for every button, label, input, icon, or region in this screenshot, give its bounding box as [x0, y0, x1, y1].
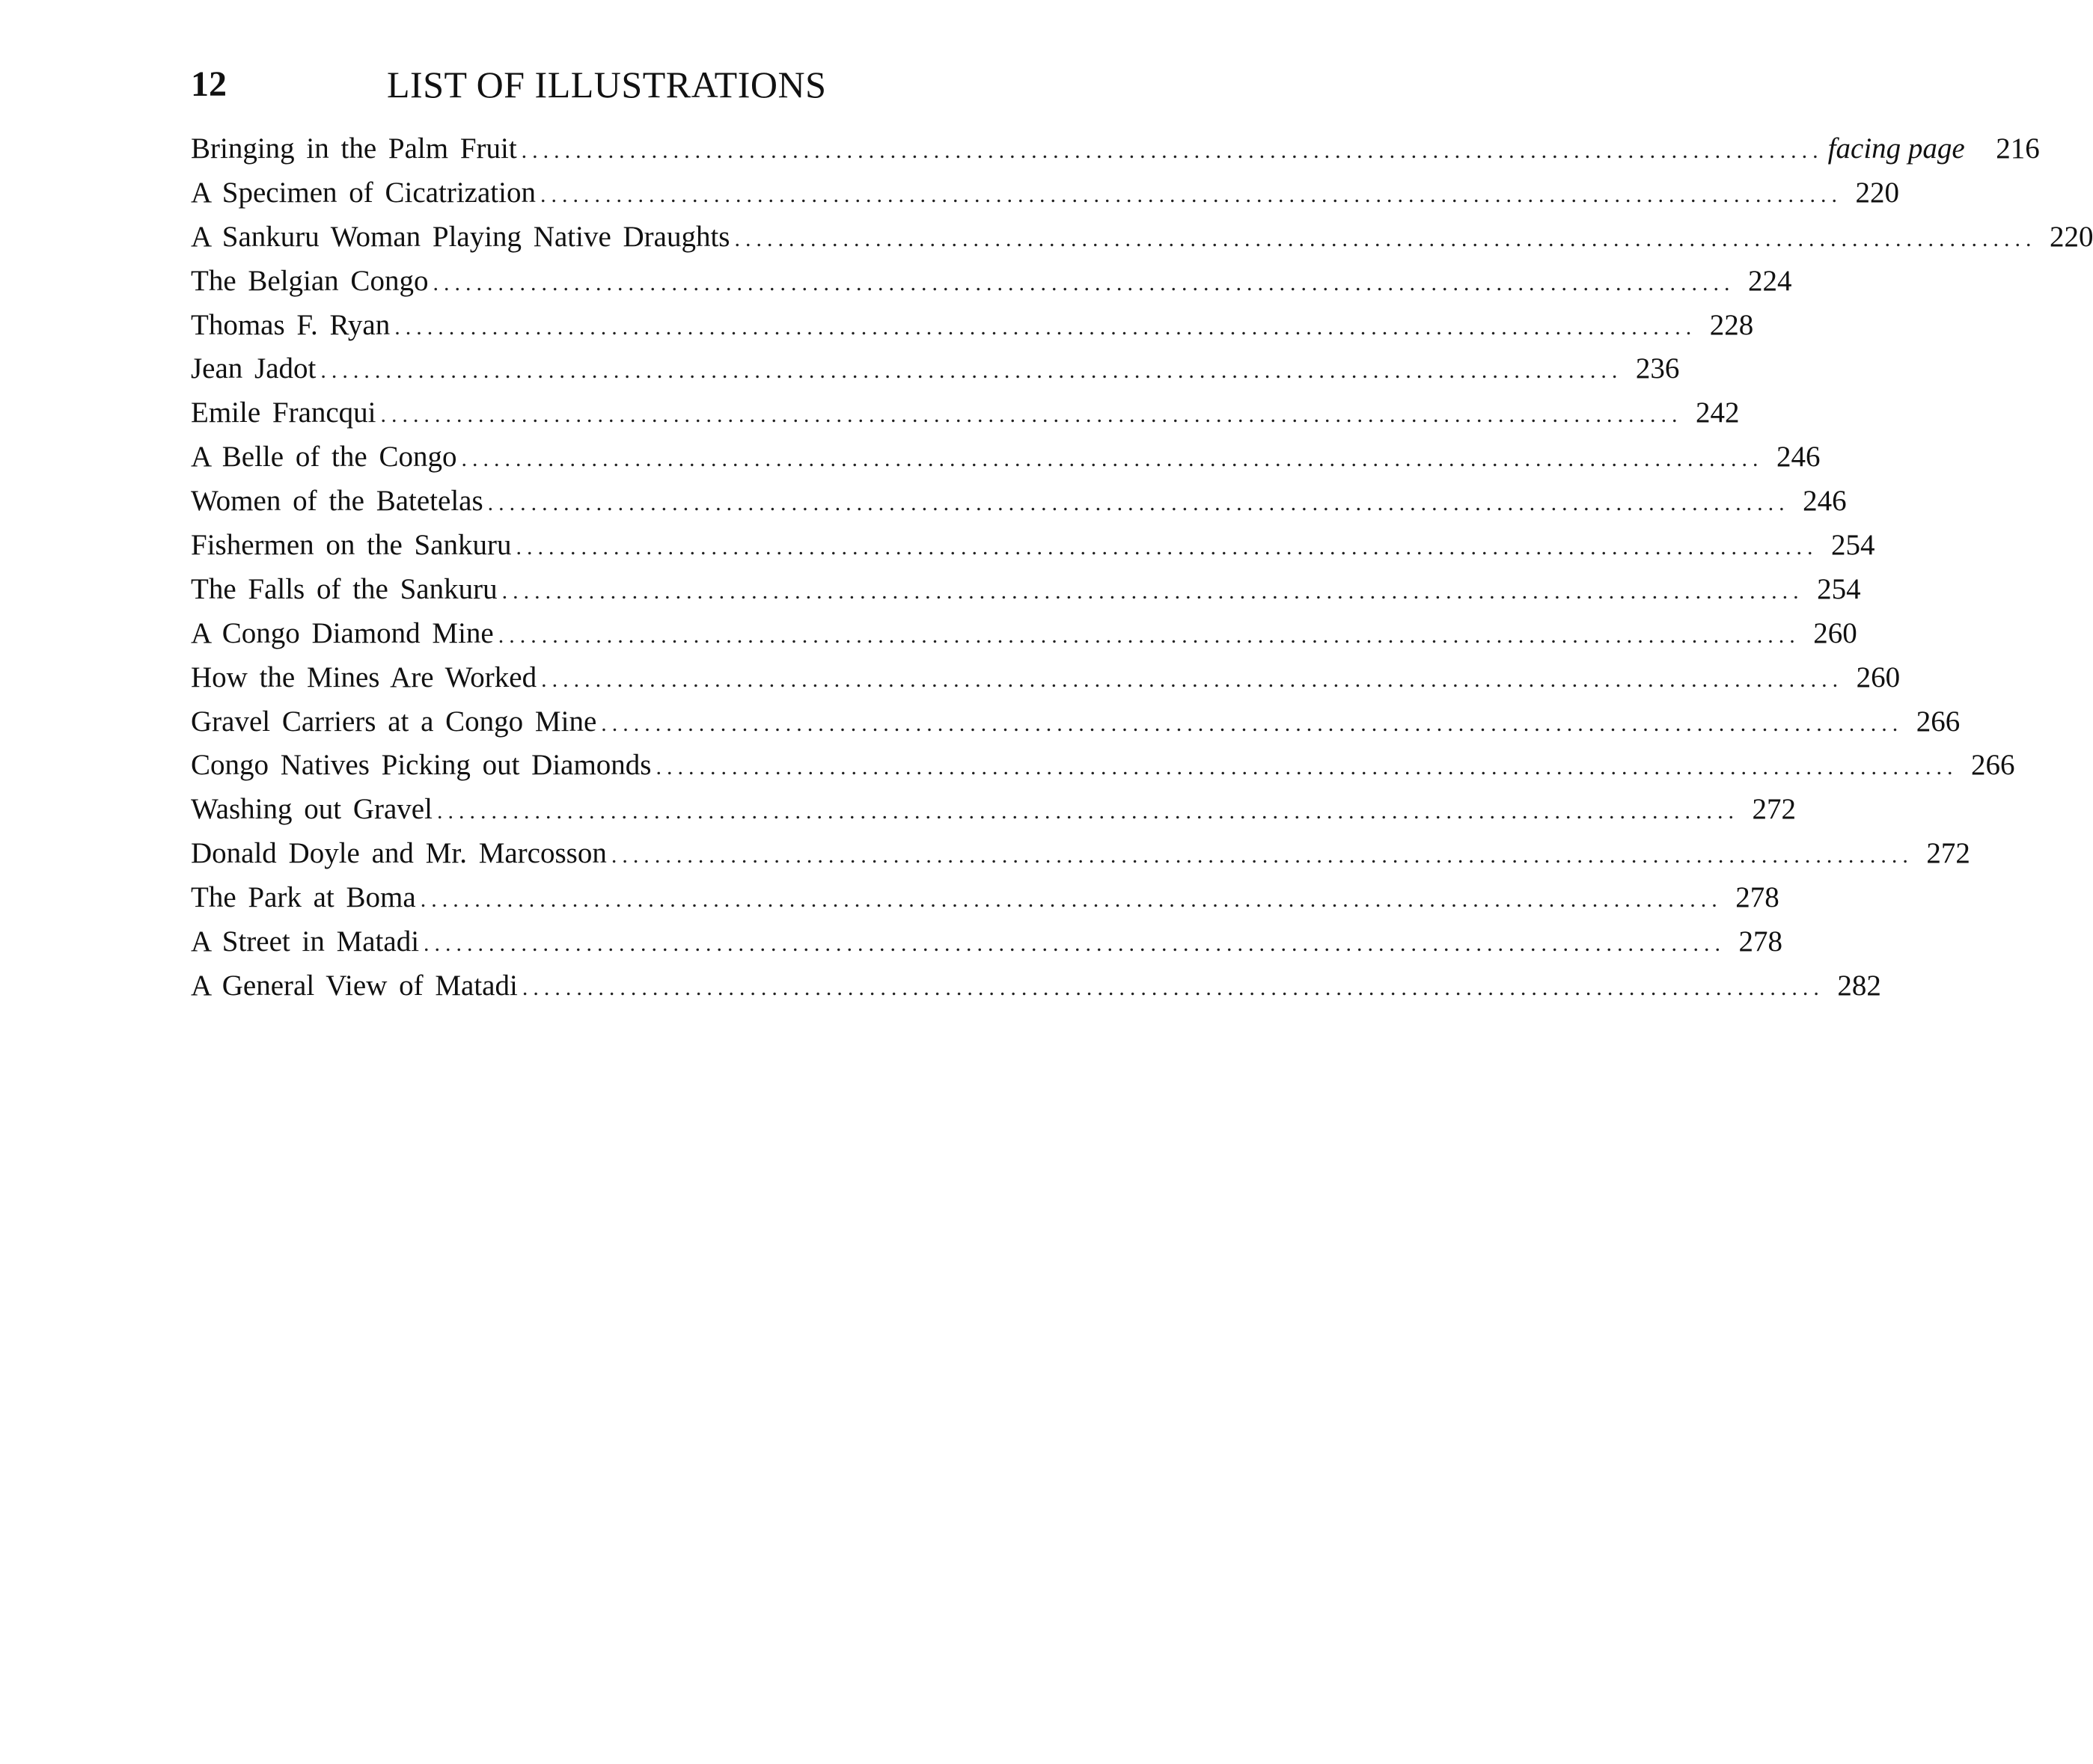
dot-leader: ........................................................................................................................	[424, 931, 1726, 957]
list-item	[191, 964, 1881, 1008]
entry-title: The Park at Boma	[191, 881, 416, 914]
entry-title: A Street in Matadi	[191, 925, 420, 958]
dot-leader: ........................................................................................................................	[320, 358, 1623, 384]
dot-leader: ........................................................................................................................	[461, 447, 1764, 472]
facing-page-note: facing page	[1827, 132, 1965, 165]
entry-page-number: 260	[1813, 616, 1857, 649]
entry-title: A Specimen of Cicatrization	[191, 176, 536, 209]
list-item	[191, 435, 1821, 480]
entry-title: Jean Jadot	[191, 352, 317, 385]
list-item	[191, 215, 2093, 260]
page-header	[191, 58, 1096, 111]
entry-title: Bringing in the Palm Fruit	[191, 132, 517, 165]
entry-page-number: 246	[1776, 441, 1821, 474]
list-item	[191, 744, 2015, 788]
list-item	[191, 876, 1779, 920]
list-item	[191, 920, 1783, 964]
dot-leader: ........................................................................................................................	[487, 491, 1790, 516]
entry-title: A Belle of the Congo	[191, 441, 457, 474]
page-number: 12	[191, 64, 227, 104]
entry-title: Donald Doyle and Mr. Marcosson	[191, 837, 607, 870]
dot-leader: ........................................................................................................................	[436, 799, 1739, 824]
entry-title: Women of the Batetelas	[191, 485, 483, 518]
entry-title: Gravel Carriers at a Congo Mine	[191, 705, 597, 738]
list-item	[191, 391, 1740, 435]
list-item	[191, 347, 1680, 391]
entry-title: Congo Natives Picking out Diamonds	[191, 749, 652, 782]
dot-leader: ........................................................................................................................	[498, 622, 1800, 648]
entry-title: Emile Francqui	[191, 396, 376, 429]
list-item	[191, 700, 1961, 744]
dot-leader: ........................................................................................................................	[541, 667, 1844, 692]
list-item	[191, 788, 1796, 832]
entry-page-number: 266	[1970, 749, 2015, 782]
dot-leader: ........................................................................................................................	[601, 711, 1904, 736]
entry-page-number: 228	[1709, 308, 1754, 341]
dot-leader: ........................................................................................................................	[521, 138, 1824, 163]
list-item	[191, 304, 1754, 348]
entry-page-number: 272	[1752, 793, 1796, 826]
entry-title: The Falls of the Sankuru	[191, 572, 498, 605]
entry-page-number: 254	[1831, 529, 1875, 562]
entry-page-number: 260	[1856, 661, 1901, 693]
list-item	[191, 612, 1857, 656]
dot-leader: ........................................................................................................................	[380, 402, 1683, 428]
entry-page-number: 220	[2049, 220, 2093, 253]
entry-page-number: 216	[1996, 132, 2040, 165]
entry-title: Washing out Gravel	[191, 793, 433, 826]
list-item	[191, 480, 1847, 524]
entry-page-number: 254	[1817, 572, 1861, 605]
list-item	[191, 568, 1861, 612]
dot-leader: ........................................................................................................................	[540, 182, 1842, 207]
dot-leader: ........................................................................................................................	[734, 226, 2037, 251]
entry-title: A Congo Diamond Mine	[191, 616, 494, 649]
dot-leader: ........................................................................................................................	[394, 314, 1697, 340]
entry-page-number: 266	[1916, 705, 1961, 738]
entry-page-number: 272	[1926, 837, 1970, 870]
dot-leader: ........................................................................................................................	[420, 887, 1723, 913]
running-title: LIST OF ILLUSTRATIONS	[387, 64, 827, 105]
entry-page-number: 282	[1837, 969, 1881, 1002]
dot-leader: ........................................................................................................................	[501, 578, 1804, 604]
entry-title: Thomas F. Ryan	[191, 308, 391, 341]
entry-page-number: 278	[1738, 925, 1783, 958]
entry-title: A Sankuru Woman Playing Native Draughts	[191, 220, 730, 253]
entry-title: Fishermen on the Sankuru	[191, 529, 512, 562]
entry-page-number: 246	[1803, 485, 1847, 518]
entry-page-number: 224	[1747, 264, 1792, 297]
dot-leader: ........................................................................................................................	[516, 535, 1818, 560]
list-item	[191, 171, 1899, 215]
dot-leader: ........................................................................................................................	[433, 270, 1735, 295]
entry-title: The Belgian Congo	[191, 264, 429, 297]
illustrations-list	[191, 127, 2093, 1008]
list-item	[191, 832, 1970, 876]
list-item	[191, 260, 1792, 304]
list-item	[191, 524, 1875, 568]
list-item	[191, 656, 1901, 700]
entry-page-number: 278	[1735, 881, 1779, 914]
entry-title: A General View of Matadi	[191, 969, 518, 1002]
entry-page-number: 220	[1855, 176, 1899, 209]
entry-title: How the Mines Are Worked	[191, 661, 537, 693]
entry-page-number: 236	[1635, 352, 1680, 385]
entry-page-number: 242	[1696, 396, 1740, 429]
dot-leader: ........................................................................................................................	[656, 755, 1958, 780]
dot-leader: ........................................................................................................................	[522, 975, 1824, 1000]
list-item	[191, 127, 2040, 171]
dot-leader: ........................................................................................................................	[611, 843, 1913, 869]
